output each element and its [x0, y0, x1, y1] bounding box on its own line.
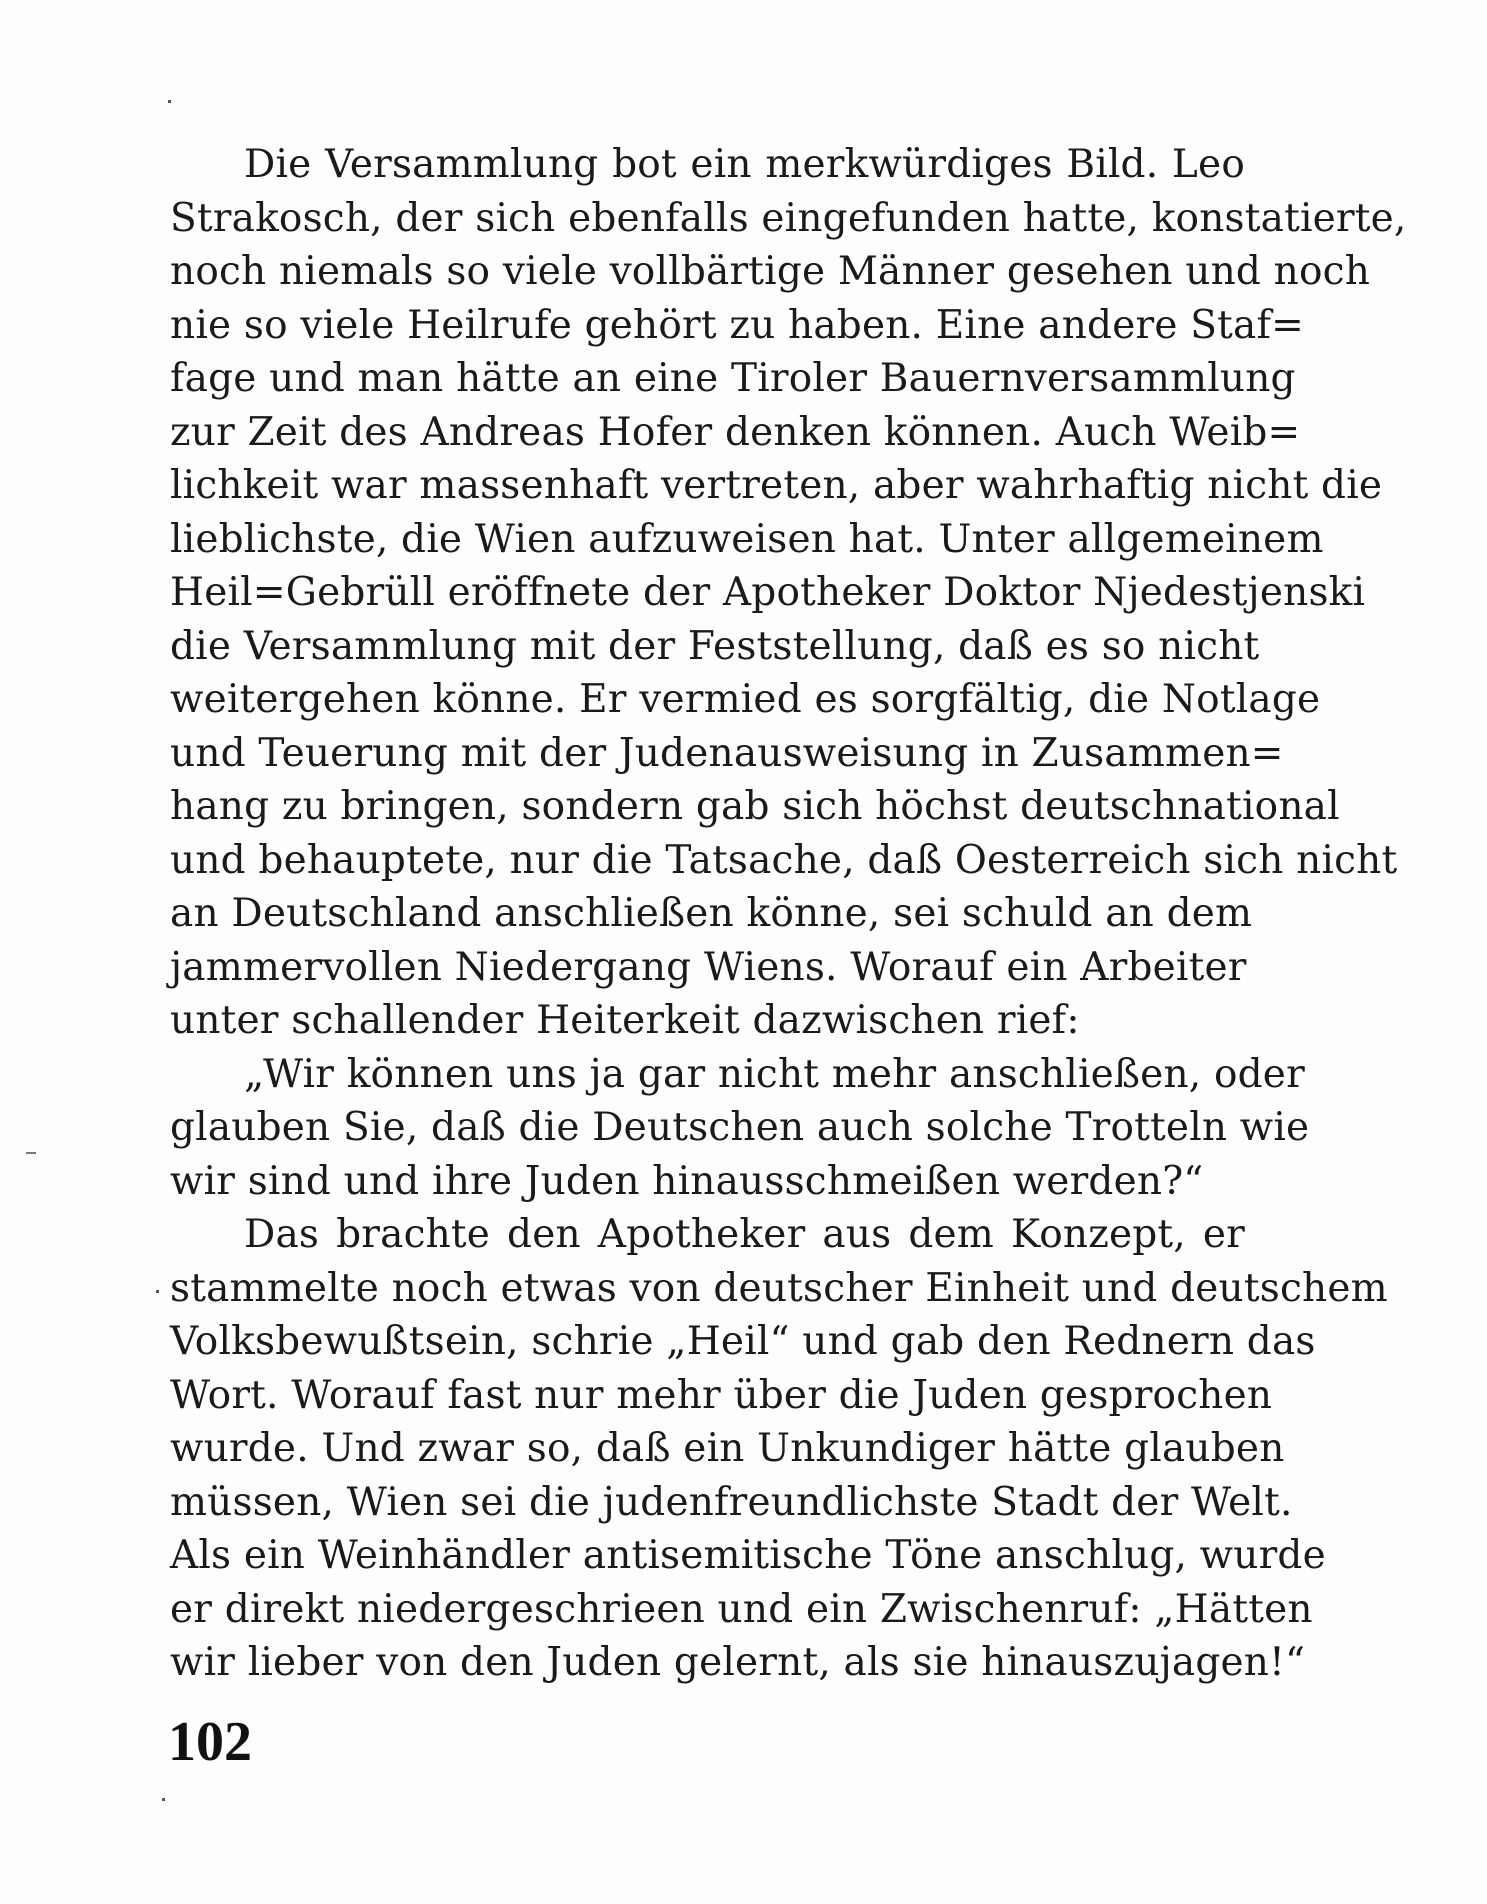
- text-line: weitergehen könne. Er vermied es sorgfältig, die Notlage: [170, 677, 1321, 722]
- text-line: wir sind und ihre Juden hinausschmeißen werden?“: [170, 1158, 1204, 1204]
- text-line: wir lieber von den Juden gelernt, als sie hinauszujagen!“: [170, 1640, 1306, 1685]
- text-line: Das brachte den Apotheker aus dem Konzept, er: [244, 1212, 1245, 1257]
- text-line: Strakosch, der sich ebenfalls eingefunden hatte, konstatierte,: [170, 195, 1407, 241]
- text-line: Volksbewußtsein, schrie „Heil“ und gab den Rednern das: [170, 1319, 1316, 1364]
- text-line: Die Versammlung bot ein merkwürdiges Bild. Leo: [244, 142, 1245, 187]
- margin-mark: [26, 1152, 36, 1154]
- text-line: fage und man hätte an eine Tiroler Bauernversammlung: [170, 356, 1296, 401]
- body-text: [170, 138, 1407, 1690]
- text-line: die Versammlung mit der Feststellung, daß es so nicht: [170, 623, 1260, 669]
- ink-speck: [162, 1798, 165, 1801]
- text-line: glauben Sie, daß die Deutschen auch solche Trotteln wie: [170, 1105, 1310, 1150]
- text-line: an Deutschland anschließen könne, sei schuld an dem: [170, 891, 1253, 936]
- text-line: müssen, Wien sei die judenfreundlichste Stadt der Welt.: [170, 1479, 1293, 1525]
- ink-speck: [168, 100, 171, 103]
- text-line: stammelte noch etwas von deutscher Einheit und deutschem: [170, 1265, 1388, 1311]
- text-line: Wort. Worauf fast nur mehr über die Juden gesprochen: [170, 1372, 1273, 1418]
- ink-speck: [156, 1290, 159, 1293]
- text-line: und Teuerung mit der Judenausweisung in Zusammen=: [170, 730, 1284, 776]
- text-line: Heil=Gebrüll eröffnete der Apotheker Doktor Njedestjenski: [170, 570, 1366, 615]
- text-line: lieblichste, die Wien aufzuweisen hat. Unter allgemeinem: [170, 516, 1324, 562]
- text-line: und behauptete, nur die Tatsache, daß Oesterreich sich nicht: [170, 837, 1398, 883]
- text-line: unter schallender Heiterkeit dazwischen rief:: [170, 998, 1080, 1043]
- text-line: lichkeit war massenhaft vertreten, aber wahrhaftig nicht die: [170, 463, 1383, 508]
- text-line: noch niemals so viele vollbärtige Männer gesehen und noch: [170, 249, 1371, 294]
- text-line: „Wir können uns ja gar nicht mehr anschließen, oder: [244, 1051, 1305, 1097]
- text-line: jammervollen Niedergang Wiens. Worauf ein Arbeiter: [170, 944, 1247, 990]
- text-line: hang zu bringen, sondern gab sich höchst deutschnational: [170, 784, 1340, 829]
- text-line: er direkt niedergeschrieen und ein Zwischenruf: „Hätten: [170, 1586, 1313, 1632]
- text-line: zur Zeit des Andreas Hofer denken können. Auch Weib=: [170, 409, 1301, 455]
- text-line: wurde. Und zwar so, daß ein Unkundiger hätte glauben: [170, 1426, 1285, 1471]
- text-line: Als ein Weinhändler antisemitische Töne anschlug, wurde: [170, 1533, 1326, 1578]
- page-number: 102: [168, 1711, 252, 1773]
- text-line: nie so viele Heilrufe gehört zu haben. Eine andere Staf=: [170, 302, 1304, 348]
